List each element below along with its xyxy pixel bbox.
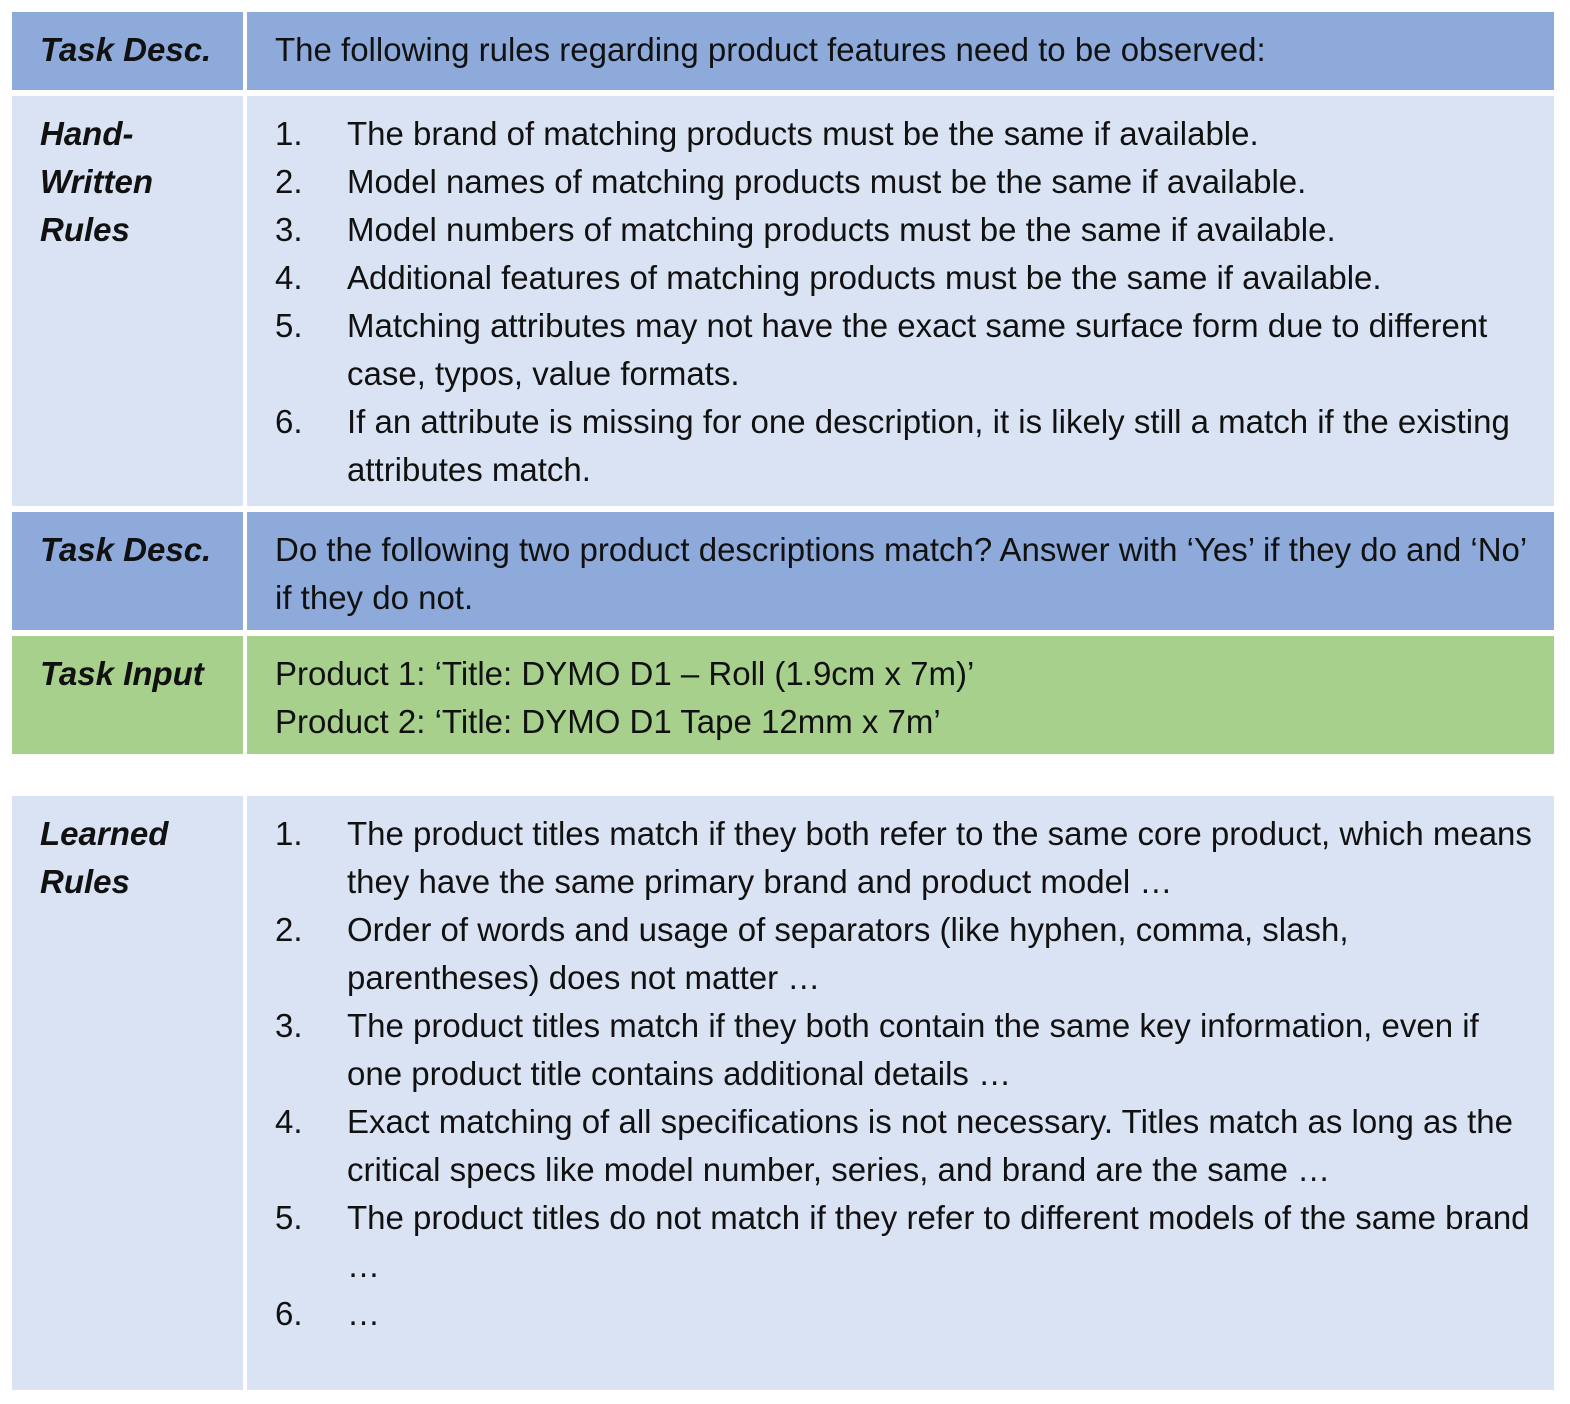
task-description-text: The following rules regarding product features need to be observed: bbox=[247, 12, 1554, 90]
label-line: Rules bbox=[40, 863, 130, 900]
item-number: 4. bbox=[275, 1103, 303, 1140]
row-label: Task Desc. bbox=[12, 12, 243, 90]
row-learned-rules bbox=[12, 796, 1554, 1390]
list-item bbox=[275, 1098, 1534, 1194]
list-item bbox=[275, 810, 1534, 906]
row-label bbox=[12, 96, 243, 506]
row-label: Task Input bbox=[12, 636, 243, 754]
label-line: Written bbox=[40, 163, 154, 200]
row-task-desc-2 bbox=[12, 512, 1554, 630]
product-2-text: Product 2: ‘Title: DYMO D1 Tape 12mm x 7m’ bbox=[275, 703, 941, 740]
item-number: 1. bbox=[275, 115, 303, 152]
task-description-text: Do the following two product descriptions match? Answer with ‘Yes’ if they do and ‘No’ if they do not. bbox=[247, 512, 1554, 630]
label-line: Learned bbox=[40, 815, 169, 852]
item-number: 3. bbox=[275, 1007, 303, 1044]
list-item bbox=[275, 158, 1534, 206]
item-text: If an attribute is missing for one description, it is likely still a match if the existing attributes match. bbox=[347, 403, 1510, 488]
learned-rules-list bbox=[247, 796, 1554, 1390]
list-item bbox=[275, 302, 1534, 398]
item-text: Additional features of matching products must be the same if available. bbox=[347, 259, 1382, 296]
item-number: 6. bbox=[275, 403, 303, 440]
product-1-text: Product 1: ‘Title: DYMO D1 – Roll (1.9cm x 7m)’ bbox=[275, 655, 975, 692]
list-item bbox=[275, 906, 1534, 1002]
item-number: 5. bbox=[275, 1199, 303, 1236]
item-number: 4. bbox=[275, 259, 303, 296]
item-text: Model numbers of matching products must be the same if available. bbox=[347, 211, 1336, 248]
item-number: 5. bbox=[275, 307, 303, 344]
list-item bbox=[275, 398, 1534, 494]
list-item bbox=[275, 110, 1534, 158]
list-item bbox=[275, 254, 1534, 302]
item-text: Model names of matching products must be the same if available. bbox=[347, 163, 1307, 200]
row-hand-written-rules bbox=[12, 96, 1554, 506]
item-number: 6. bbox=[275, 1295, 303, 1332]
hand-written-rules-list bbox=[247, 96, 1554, 506]
item-text: The product titles do not match if they refer to different models of the same brand … bbox=[347, 1199, 1530, 1284]
label-line: Hand- bbox=[40, 115, 134, 152]
row-task-input bbox=[12, 636, 1554, 754]
item-text: … bbox=[347, 1295, 380, 1332]
list-item bbox=[275, 1290, 1534, 1338]
item-text: The brand of matching products must be the same if available. bbox=[347, 115, 1259, 152]
row-label bbox=[12, 796, 243, 1390]
item-text: The product titles match if they both refer to the same core product, which means they have the same primary brand and product model … bbox=[347, 815, 1532, 900]
list-item bbox=[275, 206, 1534, 254]
item-text: The product titles match if they both contain the same key information, even if one product title contains additional details … bbox=[347, 1007, 1479, 1092]
label-line: Rules bbox=[40, 211, 130, 248]
list-item bbox=[275, 1194, 1534, 1290]
row-task-desc-1 bbox=[12, 12, 1554, 90]
row-label: Task Desc. bbox=[12, 512, 243, 630]
item-text: Matching attributes may not have the exact same surface form due to different case, typos, value formats. bbox=[347, 307, 1488, 392]
item-number: 2. bbox=[275, 911, 303, 948]
item-text: Exact matching of all specifications is not necessary. Titles match as long as the critical specs like model number, series, and brand are the same … bbox=[347, 1103, 1513, 1188]
item-number: 2. bbox=[275, 163, 303, 200]
item-text: Order of words and usage of separators (like hyphen, comma, slash, parentheses) does not matter … bbox=[347, 911, 1349, 996]
task-input-content bbox=[247, 636, 1554, 754]
item-number: 3. bbox=[275, 211, 303, 248]
item-number: 1. bbox=[275, 815, 303, 852]
list-item bbox=[275, 1002, 1534, 1098]
